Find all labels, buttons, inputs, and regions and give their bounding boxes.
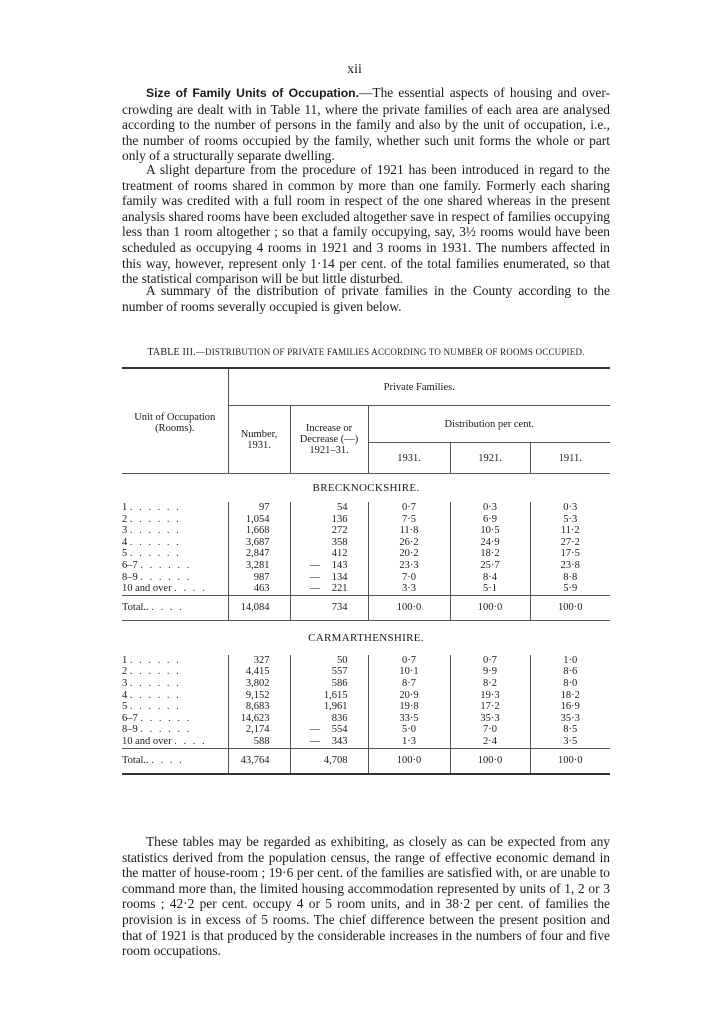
table-row: 3 . . . . . . 3,802 586 8·7 8·2 8·0 bbox=[122, 678, 610, 690]
table-row: 3 . . . . . . 1,668 272 11·8 10·5 11·2 bbox=[122, 525, 610, 537]
rooms-distribution-table bbox=[122, 367, 610, 775]
section-carmarthenshire bbox=[122, 620, 610, 773]
table-row: 5 . . . . . . 2,847 412 20·2 18·2 17·5 bbox=[122, 548, 610, 560]
section-title: CARMARTHENSHIRE. bbox=[308, 631, 424, 644]
header-year-1921: 1921. bbox=[450, 443, 530, 474]
section-brecknockshire bbox=[122, 474, 610, 621]
header-year-1911: 1911. bbox=[530, 443, 610, 474]
table-row: 2 . . . . . . 1,054 136 7·5 6·9 5·3 bbox=[122, 514, 610, 526]
section-title: BRECKNOCKSHIRE. bbox=[312, 482, 420, 494]
table-title-lead: TABLE III. bbox=[147, 347, 196, 358]
table-row: 6–7 . . . . . . 3,281 — 143 23·3 25·7 23·8 bbox=[122, 560, 610, 572]
table-row: 1 . . . . . . 97 54 0·7 0·3 0·3 bbox=[122, 502, 610, 514]
table-title bbox=[122, 347, 610, 358]
table-row: 4 . . . . . . 9,152 1,615 20·9 19·3 18·2 bbox=[122, 690, 610, 702]
table-row: 2 . . . . . . 4,415 557 10·1 9·9 8·6 bbox=[122, 666, 610, 678]
table-row: 8–9 . . . . . . 2,174 — 554 5·0 7·0 8·5 bbox=[122, 724, 610, 736]
paragraph-text: —The essential aspects of housing and over-crowding are dealt with in Table 11, where the private families of each area are analysed according to the number of persons in the family and also by the unit of occupation, i.e., the number of rooms occupied by the family, whether such unit forms the whole or part only of a structurally separate dwelling. bbox=[122, 85, 610, 164]
paragraph-conclusion bbox=[122, 834, 610, 959]
table-row: 8–9 . . . . . . 987 — 134 7·0 8·4 8·8 bbox=[122, 572, 610, 584]
paragraph-summary-intro bbox=[122, 283, 610, 314]
paragraph-size-of-family-units bbox=[122, 85, 610, 164]
paragraph-text: A summary of the distribution of private families in the County according to the number of rooms severally occupied is given below. bbox=[122, 283, 610, 314]
paragraph-heading: Size of Family Units of Occupation. bbox=[146, 86, 360, 100]
header-year-1931: 1931. bbox=[368, 443, 450, 474]
header-number-1931: Number, 1931. bbox=[228, 406, 290, 474]
total-row: Total.. . . . . 14,084 734 100·0 100·0 100·0 bbox=[122, 595, 610, 620]
header-unit: Unit of Occupation (Rooms). bbox=[122, 368, 228, 474]
table-row: 10 and over . . . . 588 — 343 1·3 2·4 3·5 bbox=[122, 736, 610, 748]
paragraph-text: A slight departure from the procedure of 1921 has been introduced in regard to the treatment of rooms shared in common by more than one family. Formerly each sharing family was credited with a full room in respect of the one shared whereas in the present analysis shared rooms have been excluded altogether save in respect of families occupying less than 1 room altogether ; so that a family occupying, say, 3½ rooms would have been scheduled as occupying 4 rooms in 1921 and 3 rooms in 1931. The numbers affected in this way, however, represent only 1·14 per cent. of the total families enumerated, so that the statistical comparison will be but little disturbed. bbox=[122, 162, 610, 287]
header-distribution: Distribution per cent. bbox=[368, 406, 610, 443]
table-row: 5 . . . . . . 8,683 1,961 19·8 17·2 16·9 bbox=[122, 701, 610, 713]
table-row: 6–7 . . . . . . 14,623 836 33·5 35·3 35·3 bbox=[122, 713, 610, 725]
table-row: 1 . . . . . . 327 50 0·7 0·7 1·0 bbox=[122, 655, 610, 667]
paragraph-text: These tables may be regarded as exhibiting, as closely as can be expected from any statistics derived from the population census, the range of effective economic demand in the matter of house-room ; 19·6 per cent. of the families are satisfied with, or are unable to command more than, the limited housing accommodation represented by units of 1, 2 or 3 rooms ; 42·2 per cent. occupy 4 or 5 room units, and in 38·2 per cent. of families the provision is in excess of 5 rooms. The chief difference between the present position and that of 1921 is that produced by the considerable increases in the numbers of four and five room occupations. bbox=[122, 834, 610, 959]
page-number: xii bbox=[347, 62, 362, 77]
table-title-rest: —DISTRIBUTION OF PRIVATE FAMILIES ACCORDING TO NUMBER OF ROOMS OCCUPIED. bbox=[195, 347, 585, 357]
total-row: Total.. . . . . 43,764 4,708 100·0 100·0 100·0 bbox=[122, 748, 610, 774]
header-private-families: Private Families. bbox=[228, 368, 610, 406]
header-increase: Increase or Decrease (—) 1921–31. bbox=[290, 406, 368, 474]
table-row: 10 and over . . . . 463 — 221 3·3 5·1 5·9 bbox=[122, 583, 610, 595]
table-row: 4 . . . . . . 3,687 358 26·2 24·9 27·2 bbox=[122, 537, 610, 549]
paragraph-procedure-departure bbox=[122, 162, 610, 287]
